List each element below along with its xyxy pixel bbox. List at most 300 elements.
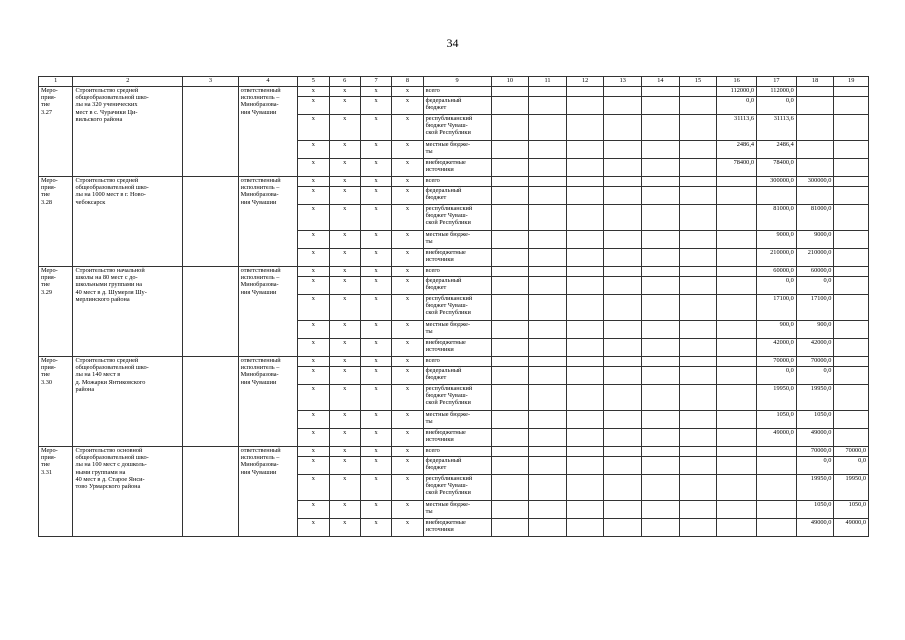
empty-cell [604, 295, 642, 321]
name-line: чебоксарск [75, 198, 106, 206]
empty-cell [604, 205, 642, 231]
name-line: школы на 80 мест с до- [75, 274, 138, 282]
funding-source-line: ты [425, 418, 433, 426]
column-number: 9 [423, 77, 491, 87]
funding-source-line: всего [425, 177, 440, 184]
x-mark-cell: х [360, 411, 391, 429]
funding-source-line: бюджет [425, 374, 447, 382]
x-mark-cell: х [360, 267, 391, 277]
x-mark-cell: х [329, 385, 360, 411]
value-cell: 70000,0 [834, 447, 869, 457]
executor-line: ответственный [240, 447, 281, 454]
funding-source-line: ты [425, 238, 433, 246]
page-number: 34 [446, 36, 459, 50]
measure-line: прия- [41, 94, 56, 102]
measure-line: Меро- [41, 177, 58, 184]
measure-cell [39, 357, 73, 447]
funding-source-line: источники [425, 346, 454, 354]
value-cell [717, 429, 757, 447]
funding-source-cell [423, 115, 491, 141]
x-mark-cell: х [392, 475, 423, 501]
executor-line: ния Чувашии [240, 108, 277, 116]
funding-source-cell [423, 385, 491, 411]
empty-cell [183, 267, 238, 357]
column-number: 15 [679, 77, 717, 87]
x-mark-cell: х [298, 501, 329, 519]
empty-cell [604, 367, 642, 385]
x-mark-cell: х [298, 367, 329, 385]
funding-source-line: бюджет [425, 194, 447, 202]
empty-cell [642, 385, 680, 411]
empty-cell [642, 519, 680, 537]
funding-source-line: ской Республики [425, 129, 471, 137]
x-mark-cell: х [360, 519, 391, 537]
x-mark-cell: х [392, 231, 423, 249]
measure-line: тие [41, 101, 50, 109]
empty-cell [183, 177, 238, 267]
empty-cell [491, 205, 529, 231]
x-mark-cell: х [392, 267, 423, 277]
empty-cell [529, 115, 567, 141]
value-cell: 0,0 [796, 367, 834, 385]
value-cell [834, 159, 869, 177]
x-mark-cell: х [298, 159, 329, 177]
value-cell [717, 519, 757, 537]
column-number: 12 [566, 77, 604, 87]
funding-source-cell [423, 267, 491, 277]
value-cell: 49000,0 [796, 429, 834, 447]
x-mark-cell: х [360, 321, 391, 339]
value-cell [717, 447, 757, 457]
empty-cell [491, 385, 529, 411]
empty-cell [529, 159, 567, 177]
funding-source-line: бюджет Чуваш- [425, 122, 468, 130]
value-cell [834, 249, 869, 267]
value-cell [834, 295, 869, 321]
empty-cell [679, 357, 717, 367]
x-mark-cell: х [360, 295, 391, 321]
empty-cell [566, 87, 604, 97]
funding-source-cell [423, 141, 491, 159]
empty-cell [679, 519, 717, 537]
funding-source-line: внебюджетные [425, 519, 466, 526]
value-cell: 300000,0 [757, 177, 797, 187]
empty-cell [642, 115, 680, 141]
value-cell: 49000,0 [796, 519, 834, 537]
empty-cell [566, 357, 604, 367]
x-mark-cell: х [329, 339, 360, 357]
column-number: 13 [604, 77, 642, 87]
x-mark-cell: х [298, 97, 329, 115]
x-mark-cell: х [360, 205, 391, 231]
x-mark-cell: х [392, 277, 423, 295]
column-number: 10 [491, 77, 529, 87]
x-mark-cell: х [329, 187, 360, 205]
x-mark-cell: х [392, 115, 423, 141]
value-cell: 900,0 [796, 321, 834, 339]
empty-cell [529, 187, 567, 205]
value-cell: 70000,0 [796, 447, 834, 457]
value-cell [717, 475, 757, 501]
empty-cell [183, 447, 238, 537]
measure-name-cell [73, 87, 183, 177]
name-line: 40 мест в д. Старое Янси- [75, 475, 145, 483]
x-mark-cell: х [298, 475, 329, 501]
funding-source-line: бюджет Чуваш- [425, 482, 468, 490]
value-cell: 70000,0 [796, 357, 834, 367]
empty-cell [566, 321, 604, 339]
empty-cell [491, 475, 529, 501]
column-number: 14 [642, 77, 680, 87]
value-cell [834, 231, 869, 249]
empty-cell [642, 321, 680, 339]
funding-source-cell [423, 231, 491, 249]
empty-cell [566, 411, 604, 429]
empty-cell [604, 339, 642, 357]
name-line: лы на 1000 мест в г. Ново- [75, 191, 146, 199]
value-cell: 1050,0 [834, 501, 869, 519]
x-mark-cell: х [298, 295, 329, 321]
x-mark-cell: х [392, 159, 423, 177]
x-mark-cell: х [329, 231, 360, 249]
x-mark-cell: х [329, 267, 360, 277]
empty-cell [604, 385, 642, 411]
empty-cell [604, 87, 642, 97]
value-cell [757, 187, 797, 205]
x-mark-cell: х [329, 295, 360, 321]
value-cell [834, 97, 869, 115]
empty-cell [491, 411, 529, 429]
executor-line: Минобразова- [240, 281, 279, 289]
funding-source-line: местные бюдже- [425, 411, 471, 418]
funding-source-cell [423, 367, 491, 385]
value-cell: 0,0 [834, 457, 869, 475]
empty-cell [491, 357, 529, 367]
value-cell [717, 339, 757, 357]
funding-source-cell [423, 447, 491, 457]
x-mark-cell: х [298, 187, 329, 205]
executor-line: ответственный [240, 87, 281, 94]
empty-cell [529, 177, 567, 187]
empty-cell [566, 385, 604, 411]
empty-cell [491, 87, 529, 97]
empty-cell [529, 277, 567, 295]
program-table [38, 76, 869, 537]
funding-source-line: всего [425, 357, 440, 364]
column-number: 19 [834, 77, 869, 87]
value-cell: 60000,0 [757, 267, 797, 277]
x-mark-cell: х [392, 249, 423, 267]
x-mark-cell: х [329, 321, 360, 339]
value-cell [834, 267, 869, 277]
funding-source-line: бюджет Чуваш- [425, 392, 468, 400]
value-cell: 42000,0 [757, 339, 797, 357]
value-cell: 49000,0 [757, 429, 797, 447]
x-mark-cell: х [392, 519, 423, 537]
empty-cell [491, 159, 529, 177]
measure-line: тие [41, 371, 50, 379]
empty-cell [491, 457, 529, 475]
empty-cell [566, 177, 604, 187]
value-cell [717, 231, 757, 249]
measure-name-cell [73, 357, 183, 447]
value-cell [834, 339, 869, 357]
empty-cell [529, 367, 567, 385]
empty-cell [566, 519, 604, 537]
value-cell: 31113,6 [757, 115, 797, 141]
name-line: общеобразовательной шко- [75, 184, 149, 192]
value-cell [757, 447, 797, 457]
empty-cell [642, 177, 680, 187]
measure-name-cell [73, 447, 183, 537]
value-cell: 9000,0 [757, 231, 797, 249]
funding-source-line: бюджет Чуваш- [425, 212, 468, 220]
x-mark-cell: х [392, 457, 423, 475]
x-mark-cell: х [360, 447, 391, 457]
value-cell: 0,0 [796, 457, 834, 475]
value-cell [717, 457, 757, 475]
empty-cell [642, 187, 680, 205]
funding-source-line: ской Республики [425, 399, 471, 407]
empty-cell [679, 277, 717, 295]
x-mark-cell: х [329, 87, 360, 97]
empty-cell [491, 447, 529, 457]
column-number: 16 [717, 77, 757, 87]
measure-line: Меро- [41, 267, 58, 274]
x-mark-cell: х [392, 295, 423, 321]
empty-cell [566, 339, 604, 357]
name-line: ными группами на [75, 468, 126, 476]
x-mark-cell: х [298, 249, 329, 267]
x-mark-cell: х [360, 187, 391, 205]
x-mark-cell: х [392, 447, 423, 457]
measure-line: Меро- [41, 357, 58, 364]
x-mark-cell: х [298, 519, 329, 537]
column-number: 5 [298, 77, 329, 87]
funding-source-line: ты [425, 328, 433, 336]
funding-source-line: республиканский [425, 115, 473, 122]
x-mark-cell: х [360, 475, 391, 501]
empty-cell [491, 231, 529, 249]
x-mark-cell: х [392, 141, 423, 159]
funding-source-line: ты [425, 508, 433, 516]
empty-cell [604, 277, 642, 295]
value-cell: 19950,0 [834, 475, 869, 501]
x-mark-cell: х [392, 429, 423, 447]
empty-cell [566, 367, 604, 385]
column-number: 7 [360, 77, 391, 87]
funding-source-line: источники [425, 436, 454, 444]
x-mark-cell: х [392, 187, 423, 205]
empty-cell [566, 159, 604, 177]
executor-line: Минобразова- [240, 461, 279, 469]
name-line: д. Можарки Янтиковского [75, 378, 146, 386]
value-cell [717, 267, 757, 277]
empty-cell [604, 357, 642, 367]
empty-cell [529, 249, 567, 267]
empty-cell [604, 501, 642, 519]
value-cell [834, 205, 869, 231]
empty-cell [679, 295, 717, 321]
funding-source-cell [423, 87, 491, 97]
x-mark-cell: х [360, 429, 391, 447]
empty-cell [604, 429, 642, 447]
value-cell: 17100,0 [757, 295, 797, 321]
empty-cell [642, 457, 680, 475]
empty-cell [604, 321, 642, 339]
executor-line: исполнитель – [240, 94, 280, 102]
empty-cell [566, 501, 604, 519]
value-cell: 112000,0 [757, 87, 797, 97]
empty-cell [566, 249, 604, 267]
empty-cell [491, 267, 529, 277]
x-mark-cell: х [360, 277, 391, 295]
empty-cell [529, 447, 567, 457]
executor-line: исполнитель – [240, 364, 280, 372]
x-mark-cell: х [329, 519, 360, 537]
executor-line: исполнитель – [240, 184, 280, 192]
x-mark-cell: х [360, 177, 391, 187]
measure-line: Меро- [41, 447, 58, 454]
x-mark-cell: х [329, 141, 360, 159]
table-row [39, 267, 869, 277]
value-cell [717, 385, 757, 411]
empty-cell [642, 501, 680, 519]
measure-line: 3.27 [41, 108, 53, 116]
name-line: Строительство средней [75, 357, 139, 364]
funding-source-cell [423, 205, 491, 231]
empty-cell [679, 159, 717, 177]
name-line: района [75, 385, 95, 393]
column-number: 4 [238, 77, 298, 87]
empty-cell [529, 231, 567, 249]
column-number: 1 [39, 77, 73, 87]
empty-cell [604, 475, 642, 501]
empty-cell [491, 295, 529, 321]
value-cell: 0,0 [796, 277, 834, 295]
funding-source-line: республиканский [425, 475, 473, 482]
name-line: 40 мест в д. Шумерля Шу- [75, 288, 147, 296]
value-cell: 49000,0 [834, 519, 869, 537]
empty-cell [679, 87, 717, 97]
x-mark-cell: х [329, 177, 360, 187]
x-mark-cell: х [392, 321, 423, 339]
measure-line: прия- [41, 274, 56, 282]
name-line: лы на 320 ученических [75, 101, 138, 109]
funding-source-line: местные бюдже- [425, 321, 471, 328]
value-cell: 1050,0 [796, 411, 834, 429]
empty-cell [529, 321, 567, 339]
empty-cell [491, 249, 529, 267]
empty-cell [679, 475, 717, 501]
value-cell: 112000,0 [717, 87, 757, 97]
empty-cell [183, 87, 238, 177]
empty-cell [529, 97, 567, 115]
empty-cell [642, 277, 680, 295]
value-cell: 31113,6 [717, 115, 757, 141]
empty-cell [679, 141, 717, 159]
x-mark-cell: х [298, 231, 329, 249]
empty-cell [604, 115, 642, 141]
x-mark-cell: х [392, 385, 423, 411]
funding-source-cell [423, 187, 491, 205]
x-mark-cell: х [392, 411, 423, 429]
value-cell [717, 295, 757, 321]
x-mark-cell: х [329, 357, 360, 367]
x-mark-cell: х [360, 97, 391, 115]
empty-cell [679, 321, 717, 339]
empty-cell [566, 295, 604, 321]
x-mark-cell: х [298, 277, 329, 295]
measure-line: тие [41, 281, 50, 289]
empty-cell [529, 339, 567, 357]
name-line: общеобразовательной шко- [75, 364, 149, 372]
empty-cell [604, 411, 642, 429]
funding-source-cell [423, 457, 491, 475]
value-cell [796, 187, 834, 205]
empty-cell [642, 159, 680, 177]
funding-source-line: всего [425, 87, 440, 94]
x-mark-cell: х [329, 457, 360, 475]
empty-cell [604, 267, 642, 277]
value-cell: 300000,0 [796, 177, 834, 187]
column-number: 3 [183, 77, 238, 87]
value-cell [834, 367, 869, 385]
value-cell: 1050,0 [796, 501, 834, 519]
funding-source-line: республиканский [425, 205, 473, 212]
x-mark-cell: х [392, 205, 423, 231]
empty-cell [679, 367, 717, 385]
funding-source-line: источники [425, 256, 454, 264]
funding-source-line: федеральный [425, 97, 462, 104]
name-line: общеобразовательной шко- [75, 94, 149, 102]
executor-line: Минобразова- [240, 371, 279, 379]
empty-cell [642, 97, 680, 115]
executor-line: ния Чувашии [240, 198, 277, 206]
value-cell [717, 411, 757, 429]
value-cell [717, 357, 757, 367]
funding-source-line: всего [425, 447, 440, 454]
executor-cell [238, 357, 298, 447]
measure-name-cell [73, 267, 183, 357]
empty-cell [566, 457, 604, 475]
funding-source-cell [423, 97, 491, 115]
funding-source-line: федеральный [425, 457, 462, 464]
executor-line: Минобразова- [240, 191, 279, 199]
funding-source-line: внебюджетные [425, 159, 466, 166]
measure-line: 3.28 [41, 198, 53, 206]
column-number: 8 [392, 77, 423, 87]
empty-cell [491, 519, 529, 537]
funding-source-cell [423, 357, 491, 367]
value-cell: 900,0 [757, 321, 797, 339]
value-cell: 210000,0 [757, 249, 797, 267]
funding-source-line: источники [425, 526, 454, 534]
executor-line: ния Чувашии [240, 468, 277, 476]
empty-cell [604, 159, 642, 177]
value-cell [717, 205, 757, 231]
x-mark-cell: х [298, 267, 329, 277]
value-cell [834, 385, 869, 411]
measure-cell [39, 87, 73, 177]
x-mark-cell: х [360, 367, 391, 385]
x-mark-cell: х [360, 231, 391, 249]
empty-cell [491, 339, 529, 357]
empty-cell [566, 187, 604, 205]
empty-cell [491, 321, 529, 339]
funding-source-line: внебюджетные [425, 429, 466, 436]
funding-source-line: бюджет [425, 464, 447, 472]
